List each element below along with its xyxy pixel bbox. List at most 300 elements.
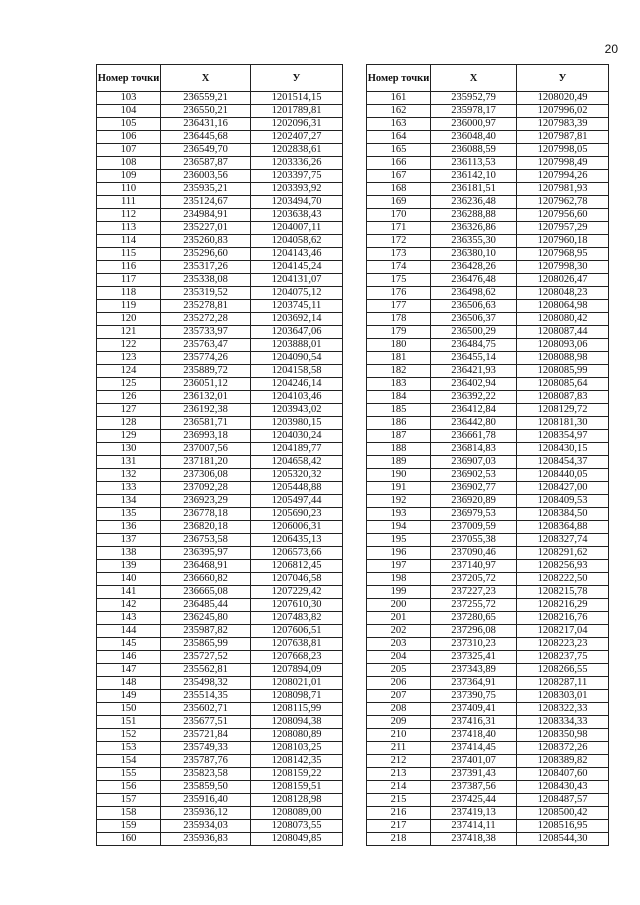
x-coordinate-cell: 236485,44 [161, 599, 251, 612]
point-number-cell: 118 [97, 287, 161, 300]
x-coordinate-cell: 235936,83 [161, 833, 251, 846]
table-row [97, 274, 343, 287]
x-coordinate-cell: 237414,11 [431, 820, 517, 833]
table-row [367, 339, 609, 352]
x-coordinate-cell: 237425,44 [431, 794, 517, 807]
y-coordinate-cell: 1208287,11 [517, 677, 609, 690]
coordinates-body-right [367, 92, 609, 846]
point-number-cell: 213 [367, 768, 431, 781]
x-coordinate-cell: 236820,18 [161, 521, 251, 534]
table-row [97, 183, 343, 196]
point-number-cell: 160 [97, 833, 161, 846]
point-number-cell: 114 [97, 235, 161, 248]
point-number-cell: 136 [97, 521, 161, 534]
y-coordinate-cell: 1208073,55 [251, 820, 343, 833]
x-coordinate-cell: 236048,40 [431, 131, 517, 144]
y-coordinate-cell: 1207983,39 [517, 118, 609, 131]
y-coordinate-cell: 1203494,70 [251, 196, 343, 209]
x-coordinate-cell: 237325,41 [431, 651, 517, 664]
point-number-cell: 178 [367, 313, 431, 326]
y-coordinate-cell: 1203647,06 [251, 326, 343, 339]
point-number-cell: 174 [367, 261, 431, 274]
table-row [367, 716, 609, 729]
x-coordinate-cell: 236445,68 [161, 131, 251, 144]
table-row [367, 820, 609, 833]
point-number-cell: 203 [367, 638, 431, 651]
point-number-cell: 153 [97, 742, 161, 755]
x-coordinate-cell: 236455,14 [431, 352, 517, 365]
x-coordinate-cell: 236979,53 [431, 508, 517, 521]
y-coordinate-cell: 1208216,29 [517, 599, 609, 612]
x-coordinate-cell: 237181,20 [161, 456, 251, 469]
y-coordinate-cell: 1202096,31 [251, 118, 343, 131]
table-row [97, 664, 343, 677]
point-number-cell: 125 [97, 378, 161, 391]
x-coordinate-cell: 236559,21 [161, 92, 251, 105]
y-coordinate-cell: 1208216,76 [517, 612, 609, 625]
table-row [97, 807, 343, 820]
y-coordinate-cell: 1207981,93 [517, 183, 609, 196]
x-coordinate-cell: 236468,91 [161, 560, 251, 573]
header-y: У [251, 65, 343, 92]
point-number-cell: 212 [367, 755, 431, 768]
x-coordinate-cell: 237055,38 [431, 534, 517, 547]
header-x: Х [161, 65, 251, 92]
point-number-cell: 197 [367, 560, 431, 573]
point-number-cell: 168 [367, 183, 431, 196]
point-number-cell: 204 [367, 651, 431, 664]
point-number-cell: 110 [97, 183, 161, 196]
y-coordinate-cell: 1208237,75 [517, 651, 609, 664]
y-coordinate-cell: 1204090,54 [251, 352, 343, 365]
point-number-cell: 117 [97, 274, 161, 287]
table-header-row [97, 65, 343, 92]
y-coordinate-cell: 1205448,88 [251, 482, 343, 495]
point-number-cell: 123 [97, 352, 161, 365]
x-coordinate-cell: 236132,01 [161, 391, 251, 404]
table-row [97, 742, 343, 755]
y-coordinate-cell: 1204030,24 [251, 430, 343, 443]
x-coordinate-cell: 236902,77 [431, 482, 517, 495]
table-row [97, 651, 343, 664]
point-number-cell: 192 [367, 495, 431, 508]
table-row [367, 742, 609, 755]
x-coordinate-cell: 237409,41 [431, 703, 517, 716]
x-coordinate-cell: 236660,82 [161, 573, 251, 586]
point-number-cell: 135 [97, 508, 161, 521]
table-row [97, 131, 343, 144]
y-coordinate-cell: 1208544,30 [517, 833, 609, 846]
table-row [367, 105, 609, 118]
x-coordinate-cell: 235317,26 [161, 261, 251, 274]
x-coordinate-cell: 236498,62 [431, 287, 517, 300]
y-coordinate-cell: 1208215,78 [517, 586, 609, 599]
table-row [367, 430, 609, 443]
table-row [97, 755, 343, 768]
x-coordinate-cell: 235498,32 [161, 677, 251, 690]
point-number-cell: 185 [367, 404, 431, 417]
x-coordinate-cell: 236113,53 [431, 157, 517, 170]
table-row [97, 222, 343, 235]
table-row [97, 547, 343, 560]
table-row [367, 391, 609, 404]
table-row [367, 573, 609, 586]
point-number-cell: 214 [367, 781, 431, 794]
point-number-cell: 131 [97, 456, 161, 469]
point-number-cell: 107 [97, 144, 161, 157]
y-coordinate-cell: 1207998,30 [517, 261, 609, 274]
y-coordinate-cell: 1207960,18 [517, 235, 609, 248]
point-number-cell: 205 [367, 664, 431, 677]
table-row [367, 170, 609, 183]
y-coordinate-cell: 1207606,51 [251, 625, 343, 638]
point-number-cell: 115 [97, 248, 161, 261]
y-coordinate-cell: 1206812,45 [251, 560, 343, 573]
x-coordinate-cell: 236506,63 [431, 300, 517, 313]
table-row [97, 469, 343, 482]
y-coordinate-cell: 1208389,82 [517, 755, 609, 768]
point-number-cell: 165 [367, 144, 431, 157]
point-number-cell: 124 [97, 365, 161, 378]
y-coordinate-cell: 1208384,50 [517, 508, 609, 521]
point-number-cell: 120 [97, 313, 161, 326]
table-row [97, 625, 343, 638]
table-row [97, 560, 343, 573]
x-coordinate-cell: 235278,81 [161, 300, 251, 313]
x-coordinate-cell: 235987,82 [161, 625, 251, 638]
y-coordinate-cell: 1205497,44 [251, 495, 343, 508]
y-coordinate-cell: 1208327,74 [517, 534, 609, 547]
point-number-cell: 187 [367, 430, 431, 443]
table-row [367, 690, 609, 703]
x-coordinate-cell: 236402,94 [431, 378, 517, 391]
point-number-cell: 201 [367, 612, 431, 625]
y-coordinate-cell: 1208266,55 [517, 664, 609, 677]
y-coordinate-cell: 1208407,60 [517, 768, 609, 781]
point-number-cell: 113 [97, 222, 161, 235]
y-coordinate-cell: 1208217,04 [517, 625, 609, 638]
table-row [97, 456, 343, 469]
y-coordinate-cell: 1208098,71 [251, 690, 343, 703]
x-coordinate-cell: 236428,26 [431, 261, 517, 274]
x-coordinate-cell: 235749,33 [161, 742, 251, 755]
table-row [97, 300, 343, 313]
table-row [97, 430, 343, 443]
point-number-cell: 191 [367, 482, 431, 495]
x-coordinate-cell: 235978,17 [431, 105, 517, 118]
x-coordinate-cell: 235602,71 [161, 703, 251, 716]
point-number-cell: 158 [97, 807, 161, 820]
table-row [97, 495, 343, 508]
y-coordinate-cell: 1203397,75 [251, 170, 343, 183]
x-coordinate-cell: 236902,53 [431, 469, 517, 482]
x-coordinate-cell: 237364,91 [431, 677, 517, 690]
x-coordinate-cell: 236181,51 [431, 183, 517, 196]
x-coordinate-cell: 235227,01 [161, 222, 251, 235]
y-coordinate-cell: 1208454,37 [517, 456, 609, 469]
y-coordinate-cell: 1208303,01 [517, 690, 609, 703]
y-coordinate-cell: 1203943,02 [251, 404, 343, 417]
y-coordinate-cell: 1207994,26 [517, 170, 609, 183]
table-row [97, 638, 343, 651]
point-number-cell: 189 [367, 456, 431, 469]
point-number-cell: 159 [97, 820, 161, 833]
point-number-cell: 163 [367, 118, 431, 131]
header-x: Х [431, 65, 517, 92]
y-coordinate-cell: 1208430,15 [517, 443, 609, 456]
x-coordinate-cell: 236587,87 [161, 157, 251, 170]
x-coordinate-cell: 236395,97 [161, 547, 251, 560]
point-number-cell: 149 [97, 690, 161, 703]
point-number-cell: 193 [367, 508, 431, 521]
table-row [367, 274, 609, 287]
x-coordinate-cell: 235319,52 [161, 287, 251, 300]
y-coordinate-cell: 1208080,42 [517, 313, 609, 326]
point-number-cell: 179 [367, 326, 431, 339]
y-coordinate-cell: 1208085,64 [517, 378, 609, 391]
x-coordinate-cell: 236993,18 [161, 430, 251, 443]
y-coordinate-cell: 1207894,09 [251, 664, 343, 677]
table-row [367, 248, 609, 261]
table-row [367, 92, 609, 105]
y-coordinate-cell: 1203745,11 [251, 300, 343, 313]
point-number-cell: 105 [97, 118, 161, 131]
table-row [367, 508, 609, 521]
y-coordinate-cell: 1208500,42 [517, 807, 609, 820]
point-number-cell: 155 [97, 768, 161, 781]
point-number-cell: 137 [97, 534, 161, 547]
point-number-cell: 132 [97, 469, 161, 482]
table-row [367, 157, 609, 170]
point-number-cell: 169 [367, 196, 431, 209]
y-coordinate-cell: 1208322,33 [517, 703, 609, 716]
y-coordinate-cell: 1208334,33 [517, 716, 609, 729]
point-number-cell: 202 [367, 625, 431, 638]
x-coordinate-cell: 237280,65 [431, 612, 517, 625]
y-coordinate-cell: 1208354,97 [517, 430, 609, 443]
y-coordinate-cell: 1207956,60 [517, 209, 609, 222]
coordinates-table-right [366, 64, 609, 846]
y-coordinate-cell: 1208128,98 [251, 794, 343, 807]
point-number-cell: 134 [97, 495, 161, 508]
point-number-cell: 216 [367, 807, 431, 820]
table-row [367, 235, 609, 248]
table-row [97, 521, 343, 534]
table-row [97, 768, 343, 781]
table-row [367, 222, 609, 235]
table-row [97, 599, 343, 612]
table-row [367, 131, 609, 144]
x-coordinate-cell: 237419,13 [431, 807, 517, 820]
point-number-cell: 194 [367, 521, 431, 534]
point-number-cell: 156 [97, 781, 161, 794]
y-coordinate-cell: 1204189,77 [251, 443, 343, 456]
y-coordinate-cell: 1208256,93 [517, 560, 609, 573]
y-coordinate-cell: 1201789,81 [251, 105, 343, 118]
table-row [367, 651, 609, 664]
table-row [367, 378, 609, 391]
y-coordinate-cell: 1207957,29 [517, 222, 609, 235]
x-coordinate-cell: 236484,75 [431, 339, 517, 352]
y-coordinate-cell: 1203638,43 [251, 209, 343, 222]
x-coordinate-cell: 236778,18 [161, 508, 251, 521]
table-row [367, 456, 609, 469]
x-coordinate-cell: 236476,48 [431, 274, 517, 287]
x-coordinate-cell: 235774,26 [161, 352, 251, 365]
y-coordinate-cell: 1204058,62 [251, 235, 343, 248]
y-coordinate-cell: 1207968,95 [517, 248, 609, 261]
point-number-cell: 198 [367, 573, 431, 586]
y-coordinate-cell: 1208087,44 [517, 326, 609, 339]
point-number-cell: 166 [367, 157, 431, 170]
x-coordinate-cell: 237140,97 [431, 560, 517, 573]
x-coordinate-cell: 235823,58 [161, 768, 251, 781]
table-row [97, 820, 343, 833]
point-number-cell: 119 [97, 300, 161, 313]
table-row [97, 417, 343, 430]
y-coordinate-cell: 1201514,15 [251, 92, 343, 105]
x-coordinate-cell: 237416,31 [431, 716, 517, 729]
x-coordinate-cell: 236192,38 [161, 404, 251, 417]
table-row [367, 807, 609, 820]
table-row [367, 755, 609, 768]
x-coordinate-cell: 235916,40 [161, 794, 251, 807]
table-row [97, 170, 343, 183]
point-number-cell: 146 [97, 651, 161, 664]
point-number-cell: 211 [367, 742, 431, 755]
x-coordinate-cell: 236753,58 [161, 534, 251, 547]
table-row [367, 703, 609, 716]
table-row [97, 326, 343, 339]
table-row [367, 144, 609, 157]
point-number-cell: 218 [367, 833, 431, 846]
y-coordinate-cell: 1204143,46 [251, 248, 343, 261]
y-coordinate-cell: 1204158,58 [251, 365, 343, 378]
y-coordinate-cell: 1208291,62 [517, 547, 609, 560]
y-coordinate-cell: 1207610,30 [251, 599, 343, 612]
x-coordinate-cell: 235338,08 [161, 274, 251, 287]
point-number-cell: 127 [97, 404, 161, 417]
table-row [367, 404, 609, 417]
point-number-cell: 183 [367, 378, 431, 391]
point-number-cell: 171 [367, 222, 431, 235]
x-coordinate-cell: 237009,59 [431, 521, 517, 534]
y-coordinate-cell: 1208427,00 [517, 482, 609, 495]
table-row [97, 729, 343, 742]
table-row [97, 781, 343, 794]
x-coordinate-cell: 237090,46 [431, 547, 517, 560]
x-coordinate-cell: 235260,83 [161, 235, 251, 248]
table-row [97, 118, 343, 131]
x-coordinate-cell: 235733,97 [161, 326, 251, 339]
x-coordinate-cell: 235514,35 [161, 690, 251, 703]
y-coordinate-cell: 1208129,72 [517, 404, 609, 417]
point-number-cell: 215 [367, 794, 431, 807]
y-coordinate-cell: 1208222,50 [517, 573, 609, 586]
table-row [97, 677, 343, 690]
point-number-cell: 148 [97, 677, 161, 690]
x-coordinate-cell: 237387,56 [431, 781, 517, 794]
point-number-cell: 196 [367, 547, 431, 560]
point-number-cell: 207 [367, 690, 431, 703]
x-coordinate-cell: 236288,88 [431, 209, 517, 222]
point-number-cell: 162 [367, 105, 431, 118]
point-number-cell: 210 [367, 729, 431, 742]
table-row [367, 664, 609, 677]
y-coordinate-cell: 1207962,78 [517, 196, 609, 209]
y-coordinate-cell: 1207638,81 [251, 638, 343, 651]
table-row [97, 833, 343, 846]
table-row [97, 339, 343, 352]
y-coordinate-cell: 1208020,49 [517, 92, 609, 105]
y-coordinate-cell: 1207998,49 [517, 157, 609, 170]
y-coordinate-cell: 1206006,31 [251, 521, 343, 534]
x-coordinate-cell: 237401,07 [431, 755, 517, 768]
table-row [97, 157, 343, 170]
x-coordinate-cell: 236550,21 [161, 105, 251, 118]
y-coordinate-cell: 1208089,00 [251, 807, 343, 820]
point-number-cell: 188 [367, 443, 431, 456]
table-row [367, 729, 609, 742]
point-number-cell: 206 [367, 677, 431, 690]
table-row [367, 469, 609, 482]
x-coordinate-cell: 235721,84 [161, 729, 251, 742]
point-number-cell: 208 [367, 703, 431, 716]
point-number-cell: 144 [97, 625, 161, 638]
point-number-cell: 103 [97, 92, 161, 105]
table-row [367, 261, 609, 274]
point-number-cell: 111 [97, 196, 161, 209]
point-number-cell: 128 [97, 417, 161, 430]
x-coordinate-cell: 235859,50 [161, 781, 251, 794]
y-coordinate-cell: 1205320,32 [251, 469, 343, 482]
table-row [97, 443, 343, 456]
x-coordinate-cell: 237414,45 [431, 742, 517, 755]
point-number-cell: 129 [97, 430, 161, 443]
table-row [97, 404, 343, 417]
y-coordinate-cell: 1206573,66 [251, 547, 343, 560]
point-number-cell: 170 [367, 209, 431, 222]
coordinates-table-left [96, 64, 343, 846]
y-coordinate-cell: 1208372,26 [517, 742, 609, 755]
x-coordinate-cell: 237092,28 [161, 482, 251, 495]
table-row [367, 612, 609, 625]
x-coordinate-cell: 237390,75 [431, 690, 517, 703]
x-coordinate-cell: 237227,23 [431, 586, 517, 599]
x-coordinate-cell: 235727,52 [161, 651, 251, 664]
table-row [97, 248, 343, 261]
x-coordinate-cell: 236003,56 [161, 170, 251, 183]
table-row [367, 677, 609, 690]
point-number-cell: 143 [97, 612, 161, 625]
y-coordinate-cell: 1206435,13 [251, 534, 343, 547]
y-coordinate-cell: 1208409,53 [517, 495, 609, 508]
y-coordinate-cell: 1208080,89 [251, 729, 343, 742]
point-number-cell: 154 [97, 755, 161, 768]
x-coordinate-cell: 236907,03 [431, 456, 517, 469]
table-row [97, 378, 343, 391]
point-number-cell: 161 [367, 92, 431, 105]
x-coordinate-cell: 236920,89 [431, 495, 517, 508]
x-coordinate-cell: 236051,12 [161, 378, 251, 391]
x-coordinate-cell: 235936,12 [161, 807, 251, 820]
x-coordinate-cell: 236665,08 [161, 586, 251, 599]
table-row [367, 833, 609, 846]
point-number-cell: 106 [97, 131, 161, 144]
point-number-cell: 139 [97, 560, 161, 573]
point-number-cell: 145 [97, 638, 161, 651]
table-row [97, 313, 343, 326]
